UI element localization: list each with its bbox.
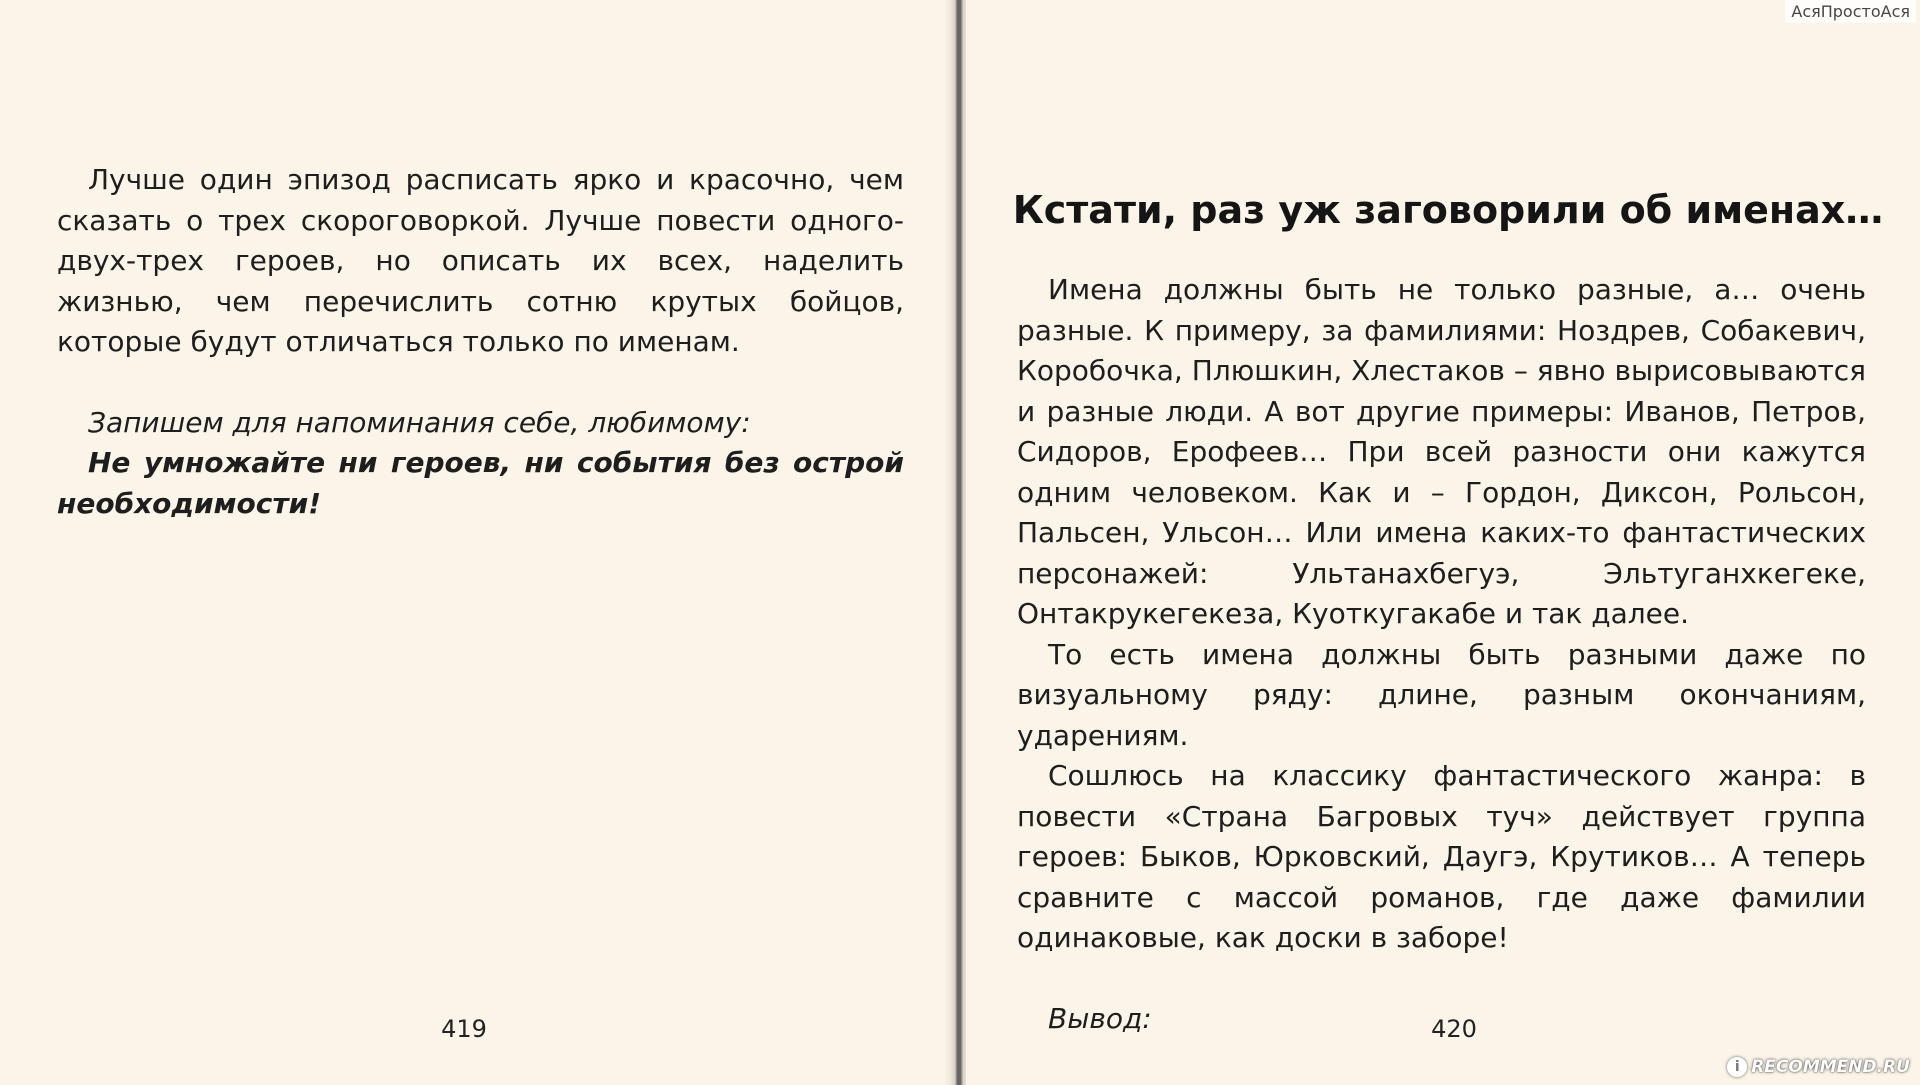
- site-watermark: [1727, 1057, 1910, 1077]
- right-paragraph-1: Имена должны быть не только разные, а… очень разные. К примеру, за фамилиями: Ноздрев, Собакевич, Коробочка, Плюшкин, Хлестаков – явно вырисовываются и разные люди. А вот другие примеры: Иванов, Петров, Сидоров, Ерофеев… При всей разности они кажутся одним человеком. Как и – Гордон, Диксон, Рольсон, Пальсен, Ульсон… Или имена каких-то фантастических персонажей: Ультанахбегуэ, Эльтуганхкегеке, Онтакрукегекеза, Куоткугакабе и так далее.: [1017, 273, 1866, 630]
- right-paragraph-3: Сошлюсь на классику фантастического жанра: в повести «Страна Багровых туч» действует группа героев: Быков, Юрковский, Даугэ, Крутиков… А теперь сравните с массой романов, где даже фамилии одинаковые, как доски в заборе!: [1017, 759, 1866, 954]
- note-rule: Не умножайте ни героев, ни события без острой необходимости!: [57, 446, 904, 520]
- paragraph-gap: [1017, 959, 1866, 999]
- right-page[interactable]: [966, 0, 1920, 1085]
- author-watermark: АсяПростоАся: [1785, 0, 1916, 23]
- page-number-right: 420: [1431, 1015, 1477, 1043]
- right-paragraph-2: То есть имена должны быть разными даже по визуальному ряду: длине, разным окончаниям, ударениям.: [1017, 637, 1866, 752]
- conclusion-label: Вывод:: [1048, 1001, 1152, 1035]
- right-page-text: [1017, 270, 1866, 1039]
- note-intro: Запишем для напоминания себе, любимому:: [88, 405, 751, 439]
- paragraph-gap: [57, 363, 904, 403]
- left-paragraph-1: Лучше один эпизод расписать ярко и красочно, чем сказать о трех скороговоркой. Лучше повести одного-двух-трех героев, но описать их всех, наделить жизнью, чем перечислить сотню крутых бойцов, которые будут отличаться только по именам.: [57, 163, 904, 358]
- left-page-text: [57, 160, 904, 524]
- recommend-logo-icon: i: [1727, 1057, 1747, 1077]
- left-page[interactable]: [0, 0, 952, 1085]
- site-watermark-text: RECOMMEND.RU: [1751, 1057, 1910, 1077]
- chapter-title: Кстати, раз уж заговорили об именах…: [1012, 188, 1884, 232]
- page-number-left: 419: [441, 1015, 487, 1043]
